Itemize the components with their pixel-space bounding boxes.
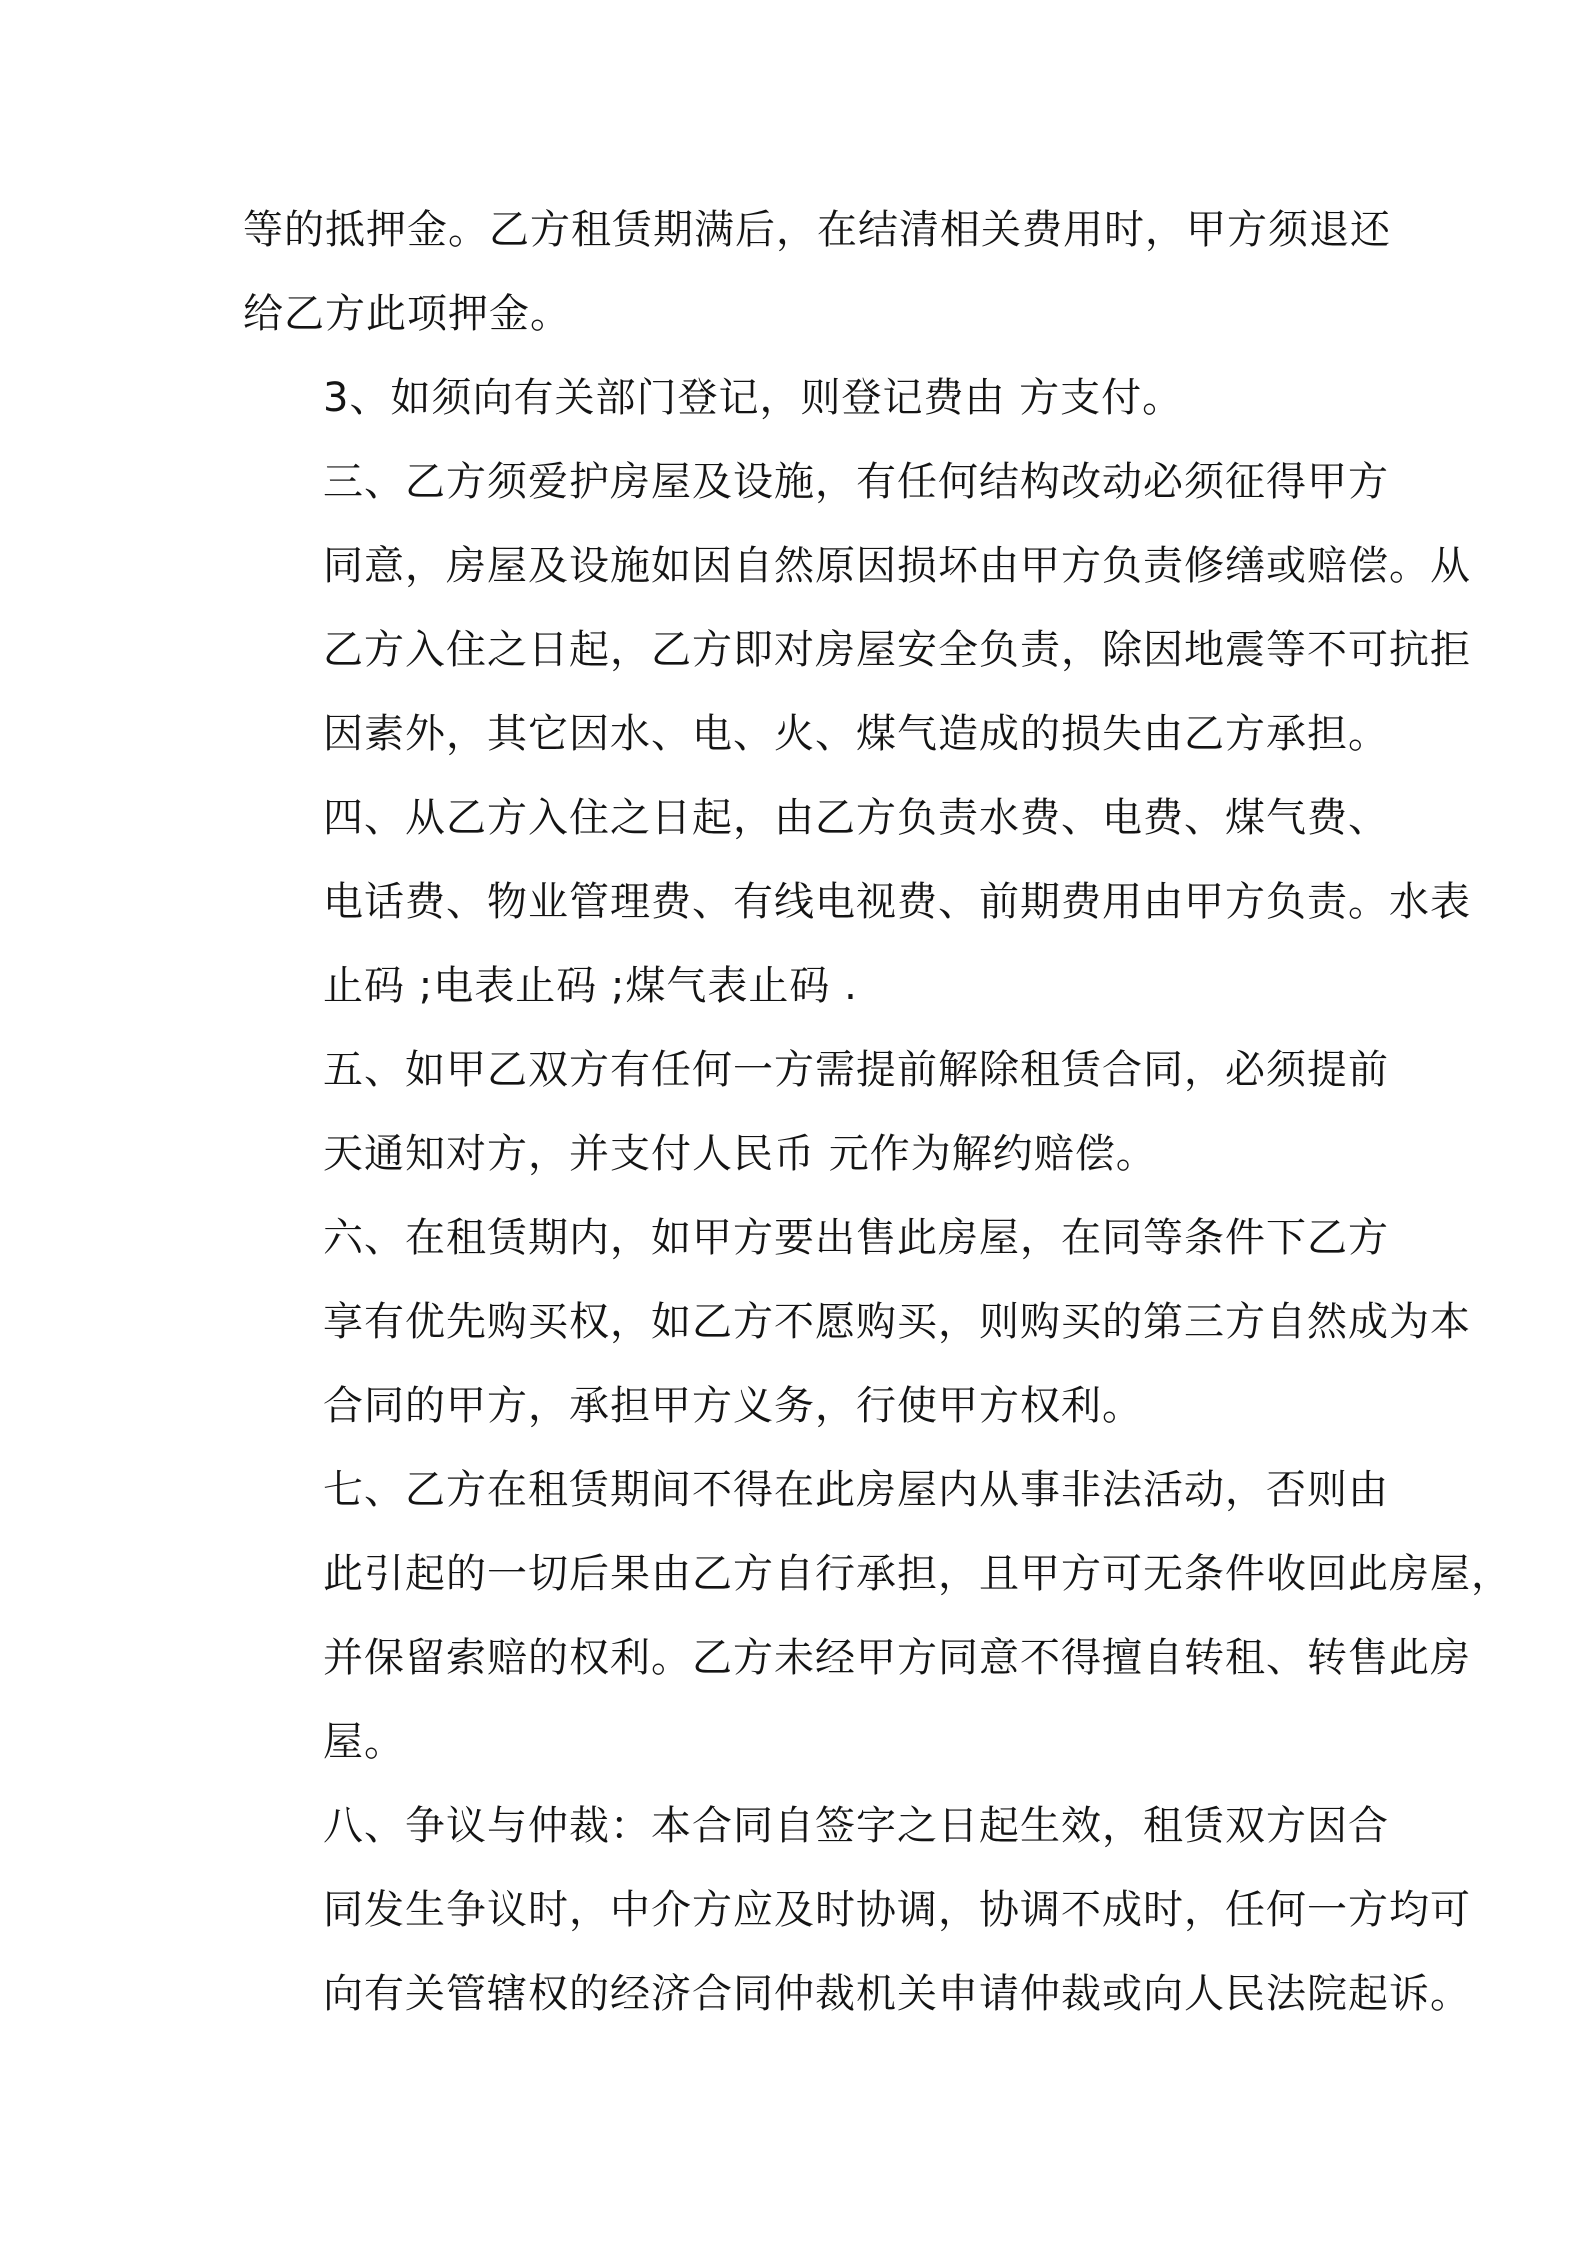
paragraph-clause-7 — [243, 1448, 1512, 1784]
paragraph-registration-fee — [243, 356, 1358, 440]
paragraph-clause-3 — [243, 440, 1471, 776]
text-line: 屋。 — [323, 1719, 405, 1765]
text-line: 乙方入住之日起，乙方即对房屋安全负责，除因地震等不可抗拒 — [323, 627, 1471, 673]
text-line: 天通知对方，并支付人民币 元作为解约赔偿。 — [323, 1131, 1157, 1177]
text-line: 四、从乙方入住之日起，由乙方负责水费、电费、煤气费、 — [323, 795, 1389, 841]
text-line: 3、如须向有关部门登记，则登记费由 方支付。 — [323, 375, 1184, 421]
text-line: 五、如甲乙双方有任何一方需提前解除租赁合同，必须提前 — [323, 1047, 1389, 1093]
text-line: 七、乙方在租赁期间不得在此房屋内从事非法活动，否则由 — [323, 1467, 1389, 1513]
text-line: 三、乙方须爱护房屋及设施，有任何结构改动必须征得甲方 — [323, 459, 1389, 505]
paragraph-clause-5 — [243, 1028, 1389, 1196]
text-line: 并保留索赔的权利。乙方未经甲方同意不得擅自转租、转售此房 — [323, 1635, 1471, 1681]
text-line: 八、争议与仲裁：本合同自签字之日起生效，租赁双方因合 — [323, 1803, 1389, 1849]
paragraph-clause-4 — [243, 776, 1471, 1028]
paragraph-clause-6 — [243, 1196, 1471, 1448]
text-line: 同发生争议时，中介方应及时协调，协调不成时，任何一方均可 — [323, 1887, 1471, 1933]
text-line: 等的抵押金。乙方租赁期满后，在结清相关费用时，甲方须退还 — [243, 207, 1391, 253]
paragraph-deposit-continued — [243, 188, 1391, 356]
text-line: 因素外，其它因水、电、火、煤气造成的损失由乙方承担。 — [323, 711, 1389, 757]
text-line: 六、在租赁期内，如甲方要出售此房屋，在同等条件下乙方 — [323, 1215, 1389, 1261]
text-line: 向有关管辖权的经济合同仲裁机关申请仲裁或向人民法院起诉。 — [323, 1971, 1471, 2017]
text-line: 合同的甲方，承担甲方义务，行使甲方权利。 — [323, 1383, 1143, 1429]
text-line: 电话费、物业管理费、有线电视费、前期费用由甲方负责。水表 — [323, 879, 1471, 925]
text-line: 享有优先购买权，如乙方不愿购买，则购买的第三方自然成为本 — [323, 1299, 1471, 1345]
text-line: 止码 ;电表止码 ;煤气表止码 . — [323, 963, 858, 1009]
text-line: 同意，房屋及设施如因自然原因损坏由甲方负责修缮或赔偿。从 — [323, 543, 1471, 589]
text-line: 给乙方此项押金。 — [243, 291, 571, 337]
contract-text — [243, 188, 1512, 2036]
text-line: 此引起的一切后果由乙方自行承担，且甲方可无条件收回此房屋， — [323, 1551, 1512, 1597]
paragraph-clause-8 — [243, 1784, 1471, 2036]
